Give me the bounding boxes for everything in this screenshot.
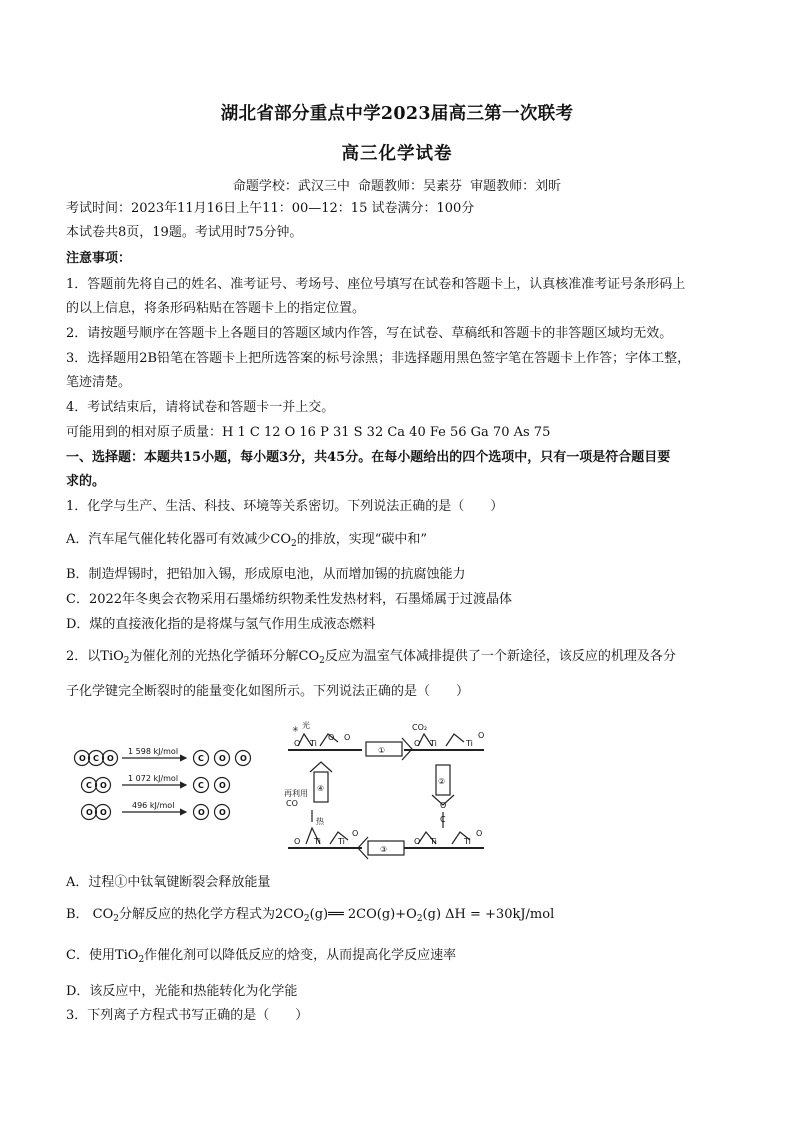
- notes-heading: 注意事项：: [66, 251, 132, 266]
- exam-pages: 本试卷共8页，19题。考试用时75分钟。: [66, 225, 303, 240]
- q2-option-a: A．过程①中钛氧键断裂会释放能量: [66, 875, 271, 890]
- q2-option-b: B． $CO_2$分解反应的热化学方程式为$2CO_2(g)══$ $2CO(g)+O_2(g) \Delta H = +30kJ/mol$: [66, 907, 555, 924]
- q2-mechanism-figure: [66, 710, 496, 860]
- svg-text:O: O: [107, 754, 114, 763]
- exam-title: 湖北省部分重点中学2023届高三第一次联考: [220, 104, 574, 124]
- energy-label-co: 1 072 kJ/mol: [128, 774, 179, 783]
- svg-text:Ti: Ti: [338, 837, 345, 846]
- svg-text:③: ③: [380, 845, 388, 854]
- svg-text:O: O: [414, 739, 421, 748]
- svg-text:O: O: [352, 829, 359, 838]
- svg-text:O: O: [294, 837, 301, 846]
- svg-text:O: O: [198, 808, 205, 817]
- q1-stem: 1．化学与生产、生活、科技、环境等关系密切。下列说法正确的是（ ）: [66, 499, 504, 514]
- svg-text:Ti: Ti: [314, 837, 321, 846]
- svg-text:O: O: [476, 829, 483, 838]
- exam-subtitle: 高三化学试卷: [341, 144, 453, 164]
- exam-authors: 命题学校：武汉三中 命题教师：吴素芬 审题教师：刘昕: [232, 179, 562, 194]
- q1-option-a: A．汽车尾气催化转化器可有效减少$CO_2$的排放，实现“碳中和”: [66, 532, 428, 549]
- svg-text:CO: CO: [286, 799, 298, 808]
- svg-text:②: ②: [438, 777, 446, 786]
- svg-text:④: ④: [317, 784, 325, 793]
- note-3-line-1: 3．选择题用2B铅笔在答题卡上把所选答案的标号涂黑；非选择题用黑色签字笔在答题卡上作答；字体工整，: [66, 351, 691, 366]
- svg-text:Ti: Ti: [310, 739, 317, 748]
- note-4: 4．考试结束后，请将试卷和答题卡一并上交。: [66, 400, 335, 415]
- section-1-heading-line-2: 求的。: [66, 474, 106, 489]
- svg-text:O: O: [100, 781, 107, 790]
- svg-text:O: O: [100, 808, 107, 817]
- section-1-heading-line-1: 一、选择题：本题共15小题，每小题3分，共45分。在每小题给出的四个选项中，只有一项是符合题目要: [66, 450, 671, 465]
- svg-text:C: C: [440, 815, 446, 824]
- energy-label-o2: 496 kJ/mol: [132, 801, 175, 810]
- svg-text:热: 热: [316, 817, 324, 826]
- svg-text:C: C: [198, 781, 204, 790]
- svg-text:C: C: [198, 754, 204, 763]
- light-icon: ✳: [292, 725, 299, 734]
- q1-option-c: C．2022年冬奥会衣物采用石墨烯纺织物柔性发热材料，石墨烯属于过渡晶体: [66, 592, 513, 607]
- q2-stem-line-1: 2．以TiO$_2$为催化剂的光热化学循环分解$CO_2$反应为温室气体减排提供了一个新途径，该反应的机理及各分: [66, 649, 676, 666]
- q1-option-d: D．煤的直接液化指的是将煤与氢气作用生成液态燃料: [66, 617, 376, 632]
- note-1-line-1: 1．答题前先将自己的姓名、准考证号、考场号、座位号填写在试卷和答题卡上，认真核准准考证号条形码上: [66, 277, 686, 292]
- svg-text:Ti: Ti: [464, 837, 471, 846]
- svg-text:O: O: [478, 731, 485, 740]
- svg-text:O: O: [294, 739, 301, 748]
- svg-text:O: O: [79, 754, 86, 763]
- svg-text:O: O: [219, 808, 226, 817]
- atomic-masses: 可能用到的相对原子质量：H 1 C 12 O 16 P 31 S 32 Ca 40 Fe 56 Ga 70 As 75: [66, 425, 551, 440]
- q2-stem-line-2: 子化学键完全断裂时的能量变化如图所示。下列说法正确的是（ ）: [66, 684, 470, 699]
- q2-option-c: C．使用TiO$_2$作催化剂可以降低反应的焓变，从而提高化学反应速率: [66, 948, 457, 965]
- note-3-line-2: 笔迹清楚。: [66, 375, 132, 390]
- svg-text:光: 光: [302, 721, 310, 730]
- svg-text:O: O: [344, 733, 351, 742]
- svg-text:O: O: [86, 808, 93, 817]
- svg-text:CO₂: CO₂: [412, 723, 428, 732]
- svg-text:C: C: [93, 754, 99, 763]
- svg-text:O: O: [219, 754, 226, 763]
- svg-text:Ti: Ti: [466, 739, 473, 748]
- q2-option-d: D．该反应中，光能和热能转化为化学能: [66, 984, 298, 999]
- svg-text:O: O: [414, 837, 421, 846]
- svg-text:Ti: Ti: [430, 837, 437, 846]
- exam-time: 考试时间：2023年11月16日上午11：00—12：15 试卷满分：100分: [66, 201, 475, 216]
- svg-text:C: C: [86, 781, 92, 790]
- svg-text:O: O: [440, 801, 447, 810]
- svg-text:O: O: [219, 781, 226, 790]
- svg-text:O: O: [240, 754, 247, 763]
- svg-text:再利用: 再利用: [284, 789, 308, 798]
- note-2: 2．请按题号顺序在答题卡上各题目的答题区域内作答，写在试卷、草稿纸和答题卡的非答题区域均无效。: [66, 326, 673, 341]
- svg-text:①: ①: [378, 746, 386, 755]
- svg-text:O: O: [328, 733, 335, 742]
- q1-option-b: B．制造焊锡时，把铅加入锡，形成原电池，从而增加锡的抗腐蚀能力: [66, 567, 466, 582]
- q3-stem: 3．下列离子方程式书写正确的是（ ）: [66, 1008, 309, 1023]
- energy-label-co2: 1 598 kJ/mol: [128, 747, 179, 756]
- note-1-line-2: 的以上信息，将条形码粘贴在答题卡上的指定位置。: [66, 301, 366, 316]
- svg-text:Ti: Ti: [430, 739, 437, 748]
